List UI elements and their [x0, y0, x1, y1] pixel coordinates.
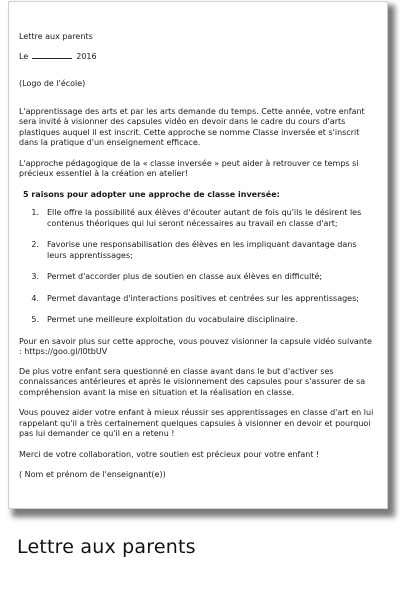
- date-year: 2016: [76, 51, 97, 61]
- reason-text: Elle offre la possibilité aux élèves d'écouter autant de fois qu'ils le désirent les contenus théoriques qui lui seront nécessaires au travail en classe d'art;: [47, 208, 362, 228]
- reason-number: 1.: [31, 208, 39, 217]
- date-line: [19, 51, 375, 63]
- reason-item: [19, 240, 375, 261]
- intro-paragraph: L'apprentissage des arts et par les arts demande du temps. Cette année, votre enfant sera invité à visionner des capsules vidéo en devoir dans le cadre du cours d'arts plastiques auquel il est inscrit. Cette approche se nomme Classe inversée et s'inscrit dans la pratique d'un enseignement efficace.: [19, 106, 365, 147]
- help-paragraph: Vous pouvez aider votre enfant à mieux réussir ses apprentissages en classe d'art en lui rappelant qu'il a très certainement quelques capsules à visionner en devoir et pourquoi pas lui demander ce qu'il en a retenu !: [19, 408, 374, 438]
- logo-placeholder: (Logo de l'école): [19, 79, 86, 88]
- more-info-paragraph: Pour en savoir plus sur cette approche, vous pouvez visionner la capsule vidéo suivante : https://goo.gl/I0tbUV: [19, 336, 372, 356]
- reason-number: 2.: [31, 240, 39, 249]
- date-blank: [32, 51, 72, 59]
- reason-text: Permet une meilleure exploitation du vocabulaire disciplinaire.: [47, 315, 298, 324]
- date-prefix: Le: [19, 51, 29, 61]
- letter-body: [19, 32, 375, 481]
- letter-page: [8, 1, 388, 509]
- image-caption: Lettre aux parents: [17, 536, 196, 558]
- reasons-list: [19, 208, 375, 326]
- pedagogy-paragraph: L'approche pédagogique de la « classe inversée » peut aider à retrouver ce temps si précieux essentiel à la création en atelier!: [19, 158, 359, 178]
- reasons-heading: 5 raisons pour adopter une approche de classe inversée:: [23, 189, 280, 199]
- thanks-paragraph: Merci de votre collaboration, votre soutien est précieux pour votre enfant !: [19, 449, 320, 459]
- reason-number: 3.: [31, 272, 39, 281]
- letter-title: Lettre aux parents: [19, 32, 93, 41]
- reason-item: [19, 272, 375, 283]
- reason-item: [19, 315, 375, 326]
- questioned-paragraph: De plus votre enfant sera questionné en classe avant dans le but d'activer ses connaissances antérieures et après le visionnement des capsules pour s'assurer de sa compréhension avant la mise en situation et la réalisation en classe.: [19, 366, 366, 397]
- signature-line: ( Nom et prénom de l'enseignant(e)): [19, 470, 166, 479]
- reason-text: Permet davantage d'interactions positives et centrées sur les apprentissages;: [47, 293, 359, 303]
- reason-item: [19, 208, 375, 229]
- reason-number: 4.: [31, 293, 39, 303]
- reason-number: 5.: [31, 315, 39, 324]
- reason-text: Permet d'accorder plus de soutien en classe aux élèves en difficulté;: [47, 272, 323, 281]
- reason-item: [19, 294, 375, 305]
- reason-text: Favorise une responsabilisation des élèves en les impliquant davantage dans leurs apprentissages;: [47, 240, 357, 260]
